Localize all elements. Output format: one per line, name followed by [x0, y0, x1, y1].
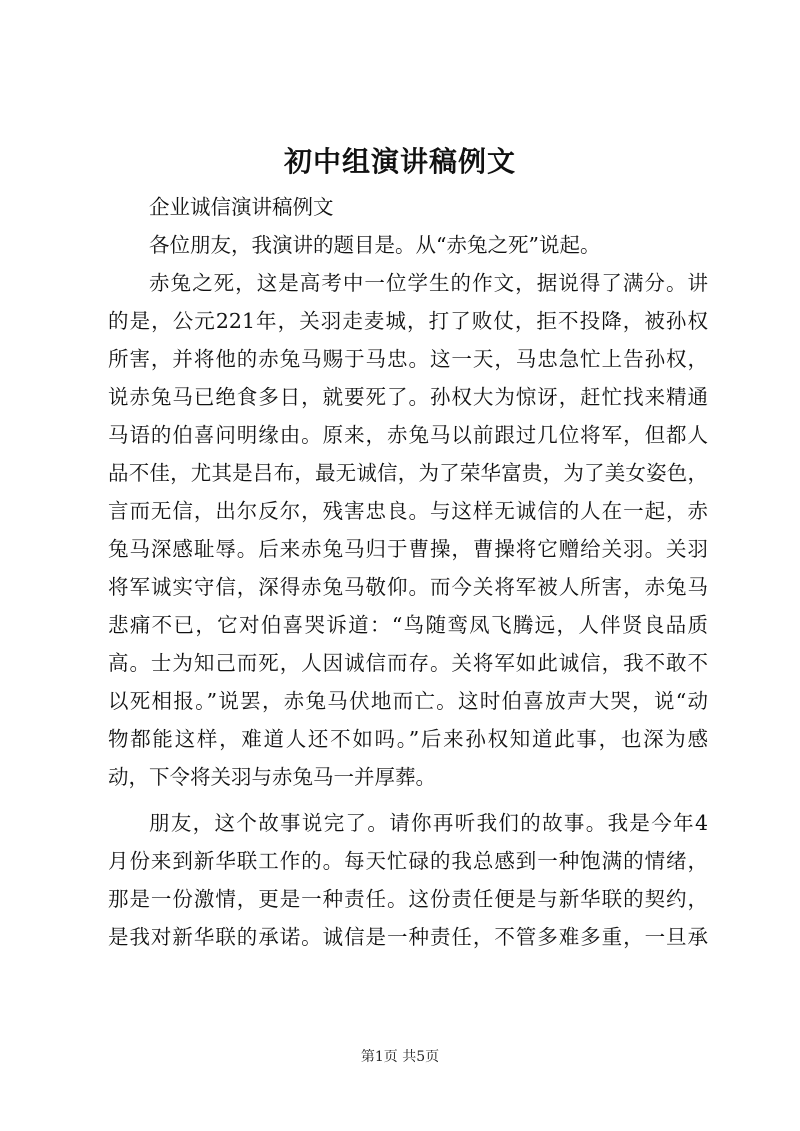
- document-title: 初中组演讲稿例文: [283, 145, 516, 178]
- paragraph-3-line: 月份来到新华联工作的。每天忙碌的我总感到一种饱满的情绪，: [108, 849, 708, 873]
- paragraph-2-line: 将军诚实守信，深得赤兔马敬仰。而今关将军被人所害，赤兔马: [108, 575, 708, 599]
- paragraph-2-line: 所害，并将他的赤兔马赐于马忠。这一天，马忠急忙上告孙权，: [108, 347, 708, 371]
- subtitle: 企业诚信演讲稿例文: [149, 195, 334, 219]
- paragraph-2-line: 的是，公元221年，关羽走麦城，打了败仗，拒不投降，被孙权: [108, 309, 708, 333]
- paragraph-gap: [108, 796, 708, 804]
- paragraph-2-line: 品不佳，尤其是吕布，最无诚信，为了荣华富贵，为了美女姿色，: [108, 461, 708, 485]
- paragraph-2-line: 以死相报。”说罢，赤兔马伏地而亡。这时伯喜放声大哭，说“动: [108, 689, 708, 713]
- paragraph-2-line: 说赤兔马已绝食多日，就要死了。孙权大为惊讶，赶忙找来精通: [108, 385, 708, 409]
- paragraph-2-line: 言而无信，出尔反尔，残害忠良。与这样无诚信的人在一起，赤: [108, 499, 708, 523]
- paragraph-3-line: 朋友，这个故事说完了。请你再听我们的故事。我是今年4: [149, 811, 708, 835]
- paragraph-2-line: 马语的伯喜问明缘由。原来，赤兔马以前跟过几位将军，但都人: [108, 423, 708, 447]
- paragraph-2-line: 物都能这样，难道人还不如吗。”后来孙权知道此事，也深为感: [108, 727, 708, 751]
- paragraph-3-line: 是我对新华联的承诺。诚信是一种责任，不管多难多重，一旦承: [108, 925, 708, 949]
- paragraph-1-line: 各位朋友，我演讲的题目是。从“赤兔之死”说起。: [149, 233, 601, 257]
- document-body: [108, 188, 708, 956]
- paragraph-2-line: 赤兔之死，这是高考中一位学生的作文，据说得了满分。讲: [149, 271, 708, 295]
- paragraph-3-line: 那是一份激情，更是一种责任。这份责任便是与新华联的契约，: [108, 887, 708, 911]
- paragraph-2-line: 高。士为知己而死，人因诚信而存。关将军如此诚信，我不敢不: [108, 651, 708, 675]
- paragraph-2-line: 悲痛不已，它对伯喜哭诉道：“鸟随鸾凤飞腾远，人伴贤良品质: [108, 613, 708, 637]
- page-number: 第1页 共5页: [360, 1049, 440, 1065]
- paragraph-2-line: 兔马深感耻辱。后来赤兔马归于曹操，曹操将它赠给关羽。关羽: [108, 537, 708, 561]
- paragraph-2-line: 动，下令将关羽与赤兔马一并厚葬。: [108, 765, 436, 789]
